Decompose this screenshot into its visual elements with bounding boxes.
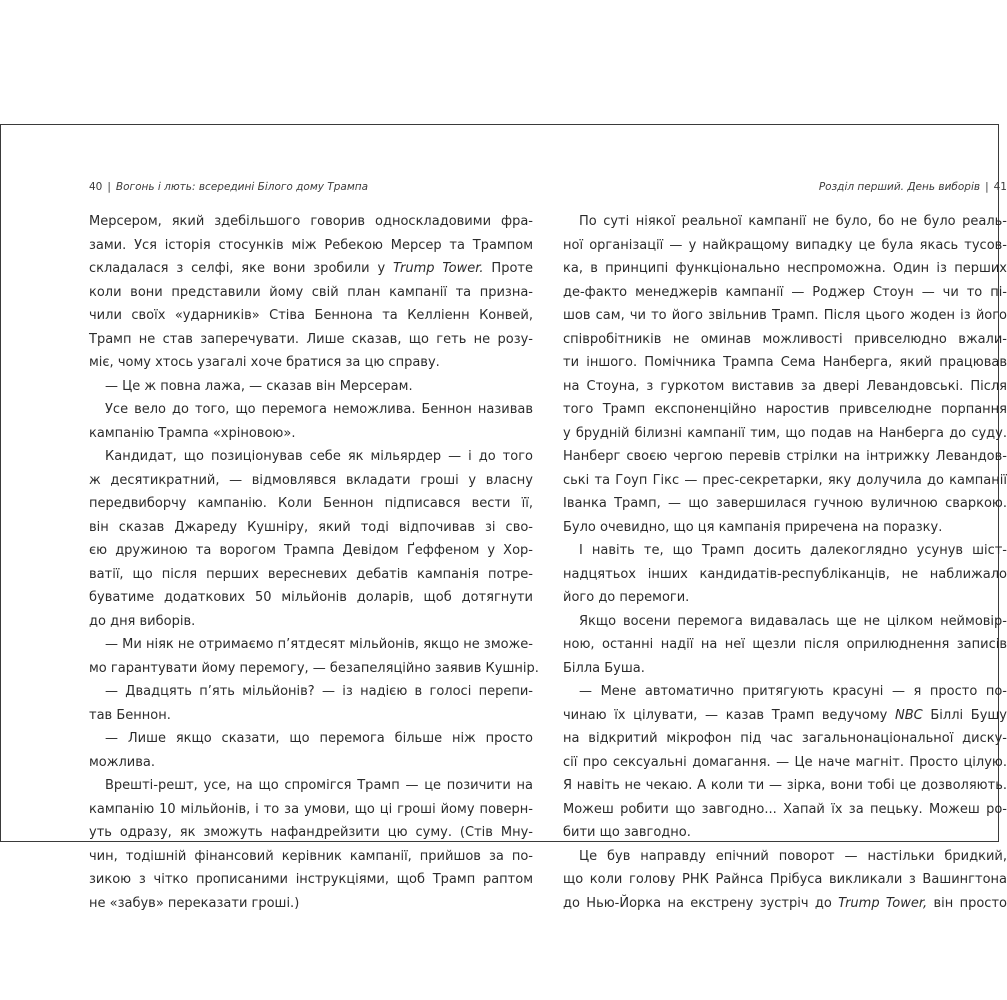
italic-text: Trump Tower. [393,261,484,276]
italic-text: Trump Tower, [838,895,928,911]
text-line [89,234,533,258]
text-line [89,398,533,422]
text-segment: його до перемоги. [563,590,690,605]
left-running-title: Вогонь і лють: всередині Білого дому Трампа [115,181,369,193]
text-line [563,751,1007,775]
italic-text: NBC [894,707,923,723]
text-line [563,328,1007,352]
text-segment: на відкритий мікрофон під час загальнонаціональної диску- [563,731,1007,746]
text-line [563,868,1007,892]
text-line [563,563,1007,587]
text-segment: складалася з селфі, яке вони зробили у [89,261,394,276]
text-segment: зикою з чітко прописаними інструкціями, щоб Трамп раптом [89,872,533,887]
text-segment: тав Беннон. [89,707,171,723]
text-line [89,351,533,375]
text-segment: ватії, що після перших вересневих дебатів кампанія потре- [89,566,533,582]
text-segment: Я навіть не чекаю. А коли ти — зірка, вони тобі це дозволяють. [563,778,1007,793]
text-line [563,422,1007,446]
text-segment: Усе вело до того, що перемога неможлива. Беннон називав [105,402,533,417]
text-line [563,375,1007,399]
left-header-separator: | [107,181,111,193]
text-segment: — Двадцять п’ять мільйонів? — із надією в голосі перепи- [105,684,533,699]
text-segment: Якщо восени перемога видавалась ще не цілком неймовір- [579,613,1007,629]
left-body-text [89,210,539,915]
text-segment: ж десятикратний, — відмовлявся вкладати гроші у власну [89,472,533,488]
text-segment: Було очевидно, що ця кампанія приречена на поразку. [563,519,943,535]
text-line [89,774,533,798]
text-line [563,657,1007,681]
text-segment: — Ми ніяк не отримаємо п’ятдесят мільйонів, якщо не зможе- [105,637,533,652]
text-line [89,563,533,587]
text-line [89,727,533,751]
text-segment: чинаю їх цілувати, — казав Трамп ведучому [563,707,895,723]
text-line [563,610,1007,634]
text-line [89,539,533,563]
text-line [89,469,533,493]
text-segment: — Лише якщо сказати, що перемога більше ніж просто [105,731,533,746]
text-segment: Проте [483,261,533,276]
text-line [563,257,1007,281]
book-spread [0,124,1007,911]
text-segment: Кандидат, що позиціонував себе як мільярдер — і до того [105,449,533,464]
text-segment: можлива. [89,754,155,770]
text-segment: Врешті-решт, усе, на що спромігся Трамп — це позичити на [105,778,533,793]
text-line [563,727,1007,751]
text-segment: бити що завгодно. [563,825,691,840]
text-line [563,516,1007,540]
text-segment: ної організації — у найкращому випадку це була якась тусов- [563,237,1007,253]
text-segment: співробітників не оминав можливості привселюдно вжали- [563,331,1007,347]
text-line [563,234,1007,258]
right-running-title: Розділ перший. День виборів [818,181,981,193]
right-page [563,125,1007,911]
text-line [89,633,533,657]
text-segment: Трамп не став заперечувати. Лише сказав, що геть не розу- [89,331,533,347]
text-line [563,281,1007,305]
text-line [563,351,1007,375]
text-segment: що коли голову РНК Райнса Прібуса викликали з Вашингтона [563,872,1007,887]
text-line [563,680,1007,704]
text-line [563,539,1007,563]
text-segment: зами. Уся історія стосунків між Ребекою Мерсер та Трампом [89,237,533,253]
text-segment: ські та Гоуп Гікс — прес-секретарки, яку долучила до кампанії [563,472,1007,488]
text-line [89,751,533,775]
text-segment: міє, чому хтось узагалі хоче братися за цю справу. [89,355,440,370]
text-segment: ною, останні надії на неї щезли після оприлюднення записів [563,637,1007,652]
text-line [563,774,1007,798]
text-segment: По суті ніякої реальної кампанії не було, бо не було реаль- [579,214,1007,229]
text-segment: Біллі Бушу [922,707,1007,723]
text-segment: він сказав Джареду Кушніру, який тоді відпочивав зі сво- [89,519,533,535]
text-segment: чин, тодішній фінансовий керівник кампанії, прийшов за по- [89,848,533,864]
text-line [89,610,533,634]
text-line [89,657,539,681]
text-line [89,492,533,516]
text-line [89,586,533,610]
text-line [563,845,1007,869]
text-line [563,304,1007,328]
text-segment: Можеш робити що завгодно... Хапай їх за пецьку. Можеш ро- [563,801,1007,817]
text-segment: він просто [927,895,1007,911]
left-running-head [89,181,533,193]
text-segment: уть одразу, як зможуть нафандрейзити цю суму. (Стів Мну- [89,825,533,840]
text-segment: надцятьох інших кандидатів-республіканців, не наближало [563,566,1007,582]
text-segment: Білла Буша. [563,660,645,676]
text-line [563,633,1007,657]
text-segment: шов сам, чи то його звільнив Трамп. Після цього жоден із його [563,308,1007,323]
text-line [563,821,1007,845]
text-segment: мо гарантувати йому перемогу, — безапеляційно заявив Кушнір. [89,660,539,676]
text-line [563,892,1007,916]
text-line [89,328,533,352]
text-line [563,469,1007,493]
text-segment: кампанію 10 мільйонів, і то за умови, що ці гроші йому поверн- [89,801,533,817]
text-line [89,445,533,469]
text-line [563,492,1007,516]
text-segment: не «забув» переказати гроші.) [89,895,300,911]
text-segment: Іванка Трамп, — що завершилася гучною вуличною сваркою. [563,496,1007,511]
text-line [563,445,1007,469]
text-line [89,422,533,446]
left-page [89,125,539,911]
text-segment: єю дружиною та ворогом Трампа Девідом Ґеффеном у Хор- [89,543,533,558]
text-segment: сії про сексуальні домагання. — Це наче магніт. Просто цілую. [563,754,1007,770]
text-segment: ти іншого. Помічника Трампа Сема Нанберга, який працював [563,355,1007,370]
text-line [89,845,533,869]
text-line [89,868,533,892]
text-segment: ка, в принципі функціонально неспроможна. Один із перших [563,261,1007,276]
text-segment: — Це ж повна лажа, — сказав він Мерсерам. [105,378,413,394]
text-segment: Це був направду епічний поворот — настільки бридкий, [579,848,1007,864]
text-segment: І навіть те, що Трамп досить далекоглядно усунув шіст- [579,543,1007,558]
text-line [89,210,533,234]
right-running-head [563,181,1007,193]
text-segment: кампанію Трампа «хріновою». [89,425,296,441]
text-segment: буватиме додаткових 50 мільйонів доларів, щоб дотягнути [89,590,533,605]
text-segment: передвиборчу кампанію. Коли Беннон підписався вести її, [89,496,533,511]
text-line [563,210,1007,234]
right-header-separator: | [985,181,989,193]
text-segment: коли вони представили йому свій план кампанії та призна- [89,284,533,300]
text-line [89,257,533,281]
text-line [89,375,533,399]
text-line [563,798,1007,822]
text-line [89,892,533,916]
text-line [89,798,533,822]
right-page-number: 41 [993,181,1007,193]
text-line [89,704,533,728]
text-line [563,398,1007,422]
text-line [89,680,533,704]
text-line [563,704,1007,728]
text-line [563,586,1007,610]
text-line [89,304,533,328]
right-body-text [563,210,1007,915]
text-segment: де-факто менеджерів кампанії — Роджер Стоун — чи то пі- [563,284,1007,300]
text-segment: Нанберг своєю чергою перевів стрілки на інтрижку Левандов- [563,449,1007,464]
left-page-number: 40 [89,181,103,193]
text-segment: до Нью-Йорка на екстрену зустріч до [563,895,839,911]
text-line [89,281,533,305]
text-segment: чили своїх «ударників» Стіва Беннона та Келліенн Конвей, [89,308,533,323]
text-segment: Мерсером, який здебільшого говорив односкладовими фра- [89,214,533,229]
text-segment: того Трамп експоненційно наростив привселюдне порпання [563,402,1007,417]
text-segment: на Стоуна, з гуркотом виставив за двері Левандовські. Після [563,378,1007,394]
text-segment: — Мене автоматично притягують красуні — я просто по- [579,684,1007,699]
text-line [89,516,533,540]
text-line [89,821,533,845]
text-segment: у брудній білизні кампанії тим, що подав на Нанберга до суду. [563,425,1007,441]
text-segment: до дня виборів. [89,613,196,629]
